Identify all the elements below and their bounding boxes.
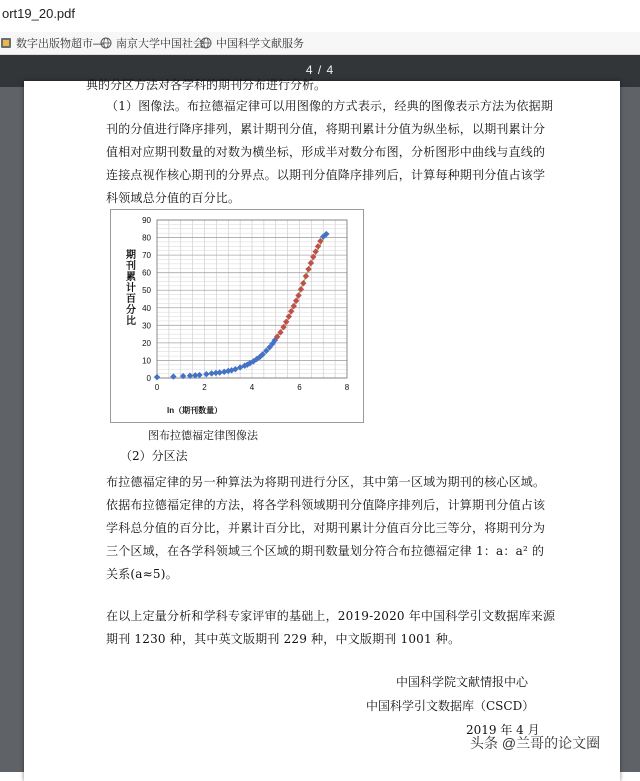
signature-database: 中国科学引文数据库（CSCD） [366,699,535,713]
bookmark-label: 南京大学中国社会 [116,38,204,50]
y-tick-label: 40 [142,303,151,313]
data-point [308,260,314,266]
chart-x-label: ln（期刊数量） [167,406,223,415]
paragraph-conclusion: 在以上定量分析和学科专家评审的基础上，2019-2020 年中国科学引文数据库来源期刊 1230 种，其中英文版期刊 229 种，中文版期刊 1001 种。 [106,609,556,646]
signature-org: 中国科学院文献情报中心 [396,675,529,689]
globe-icon [200,37,212,49]
bookmark-item-digital-publishing[interactable] [0,35,104,51]
bookmark-label: 中国科学文献服务 [216,38,304,50]
chart-marks [154,231,330,380]
y-tick-label: 50 [142,286,151,296]
bookmark-item-sciencechina[interactable] [200,35,304,51]
paragraph-image-method: （1）图像法。布拉德福定律可以用图像的方式表示，经典的图像表示方法为依据期刊的分值进行降序排列，累计期刊分值，将期刊累计分值为纵坐标，以期刊累计分值相对应期刊数量的对数为横坐标，形成半对数分布图，分析图形中曲线与直线的连接点视作核心期刊的分界点。以期刊分值降序排列后，计算每种期刊分值占该学科领域总分值的百分比。 [106,99,554,205]
y-tick-label: 60 [142,268,151,278]
data-point [300,280,306,286]
y-tick-label: 30 [142,321,151,331]
signature-date: 2019 年 4 月 [466,723,540,737]
paragraph-zoning-method: 布拉德福定律的另一种算法为将期刊进行分区，其中第一区域为期刊的核心区域。依据布拉德福定律的方法，将各学科领域期刊分值降序排列后，计算期刊分值占该学科总分值的百分比，并累计百分比，对期刊累计分值百分比三等分，将期刊分为三个区域，在各学科领域三个区域的期刊数量划分符合布拉德福定律 1：a：a² 的关系(a≈5)。 [106,475,546,581]
bookmark-item-nju[interactable] [100,35,204,51]
y-label-char: 比 [126,316,136,327]
y-tick-label: 80 [142,233,151,243]
x-tick-label: 4 [249,383,255,392]
page-indicator: 4 / 4 [305,63,335,77]
figure-caption: 图布拉德福定律图像法 [148,429,258,442]
y-label-char: 累 [126,272,136,283]
pdf-viewer[interactable] [0,78,640,772]
pdf-page [24,78,620,781]
cut-off-line: 典的分区方法对各学科的期刊分布进行分析。 [86,78,327,92]
data-point [170,373,176,379]
y-tick-label: 0 [146,374,151,383]
chart-y-label [126,248,136,327]
y-label-char: 百 [126,294,136,305]
data-point [203,371,209,377]
data-point [298,286,304,292]
x-tick-label: 8 [344,383,350,392]
y-label-char: 计 [126,283,136,294]
y-tick-label: 70 [142,251,151,261]
book-icon [0,37,12,49]
window-title: ort19_20.pdf [2,6,76,21]
bookmarks-bar [0,32,640,55]
y-tick-label: 90 [142,216,151,225]
chart-svg [111,210,363,422]
x-tick-label: 6 [297,383,302,392]
y-tick-label: 10 [142,356,151,366]
data-point [154,374,160,380]
y-tick-label: 20 [142,338,151,348]
data-point [303,273,309,279]
x-tick-label: 0 [154,383,160,392]
data-point [305,266,311,272]
globe-icon [100,37,112,49]
bookmark-label: 数字出版物超市— [16,38,104,50]
y-label-char: 刊 [126,261,136,272]
y-label-char: 期 [126,250,136,261]
y-label-char: 分 [126,305,136,316]
watermark: 头条 @兰哥的论文圈 [470,735,601,751]
data-point [196,372,202,378]
section-heading-zoning: （2）分区法 [120,449,188,463]
window-titlebar [0,0,640,33]
x-tick-label: 2 [202,383,207,392]
bradford-chart [110,209,364,423]
